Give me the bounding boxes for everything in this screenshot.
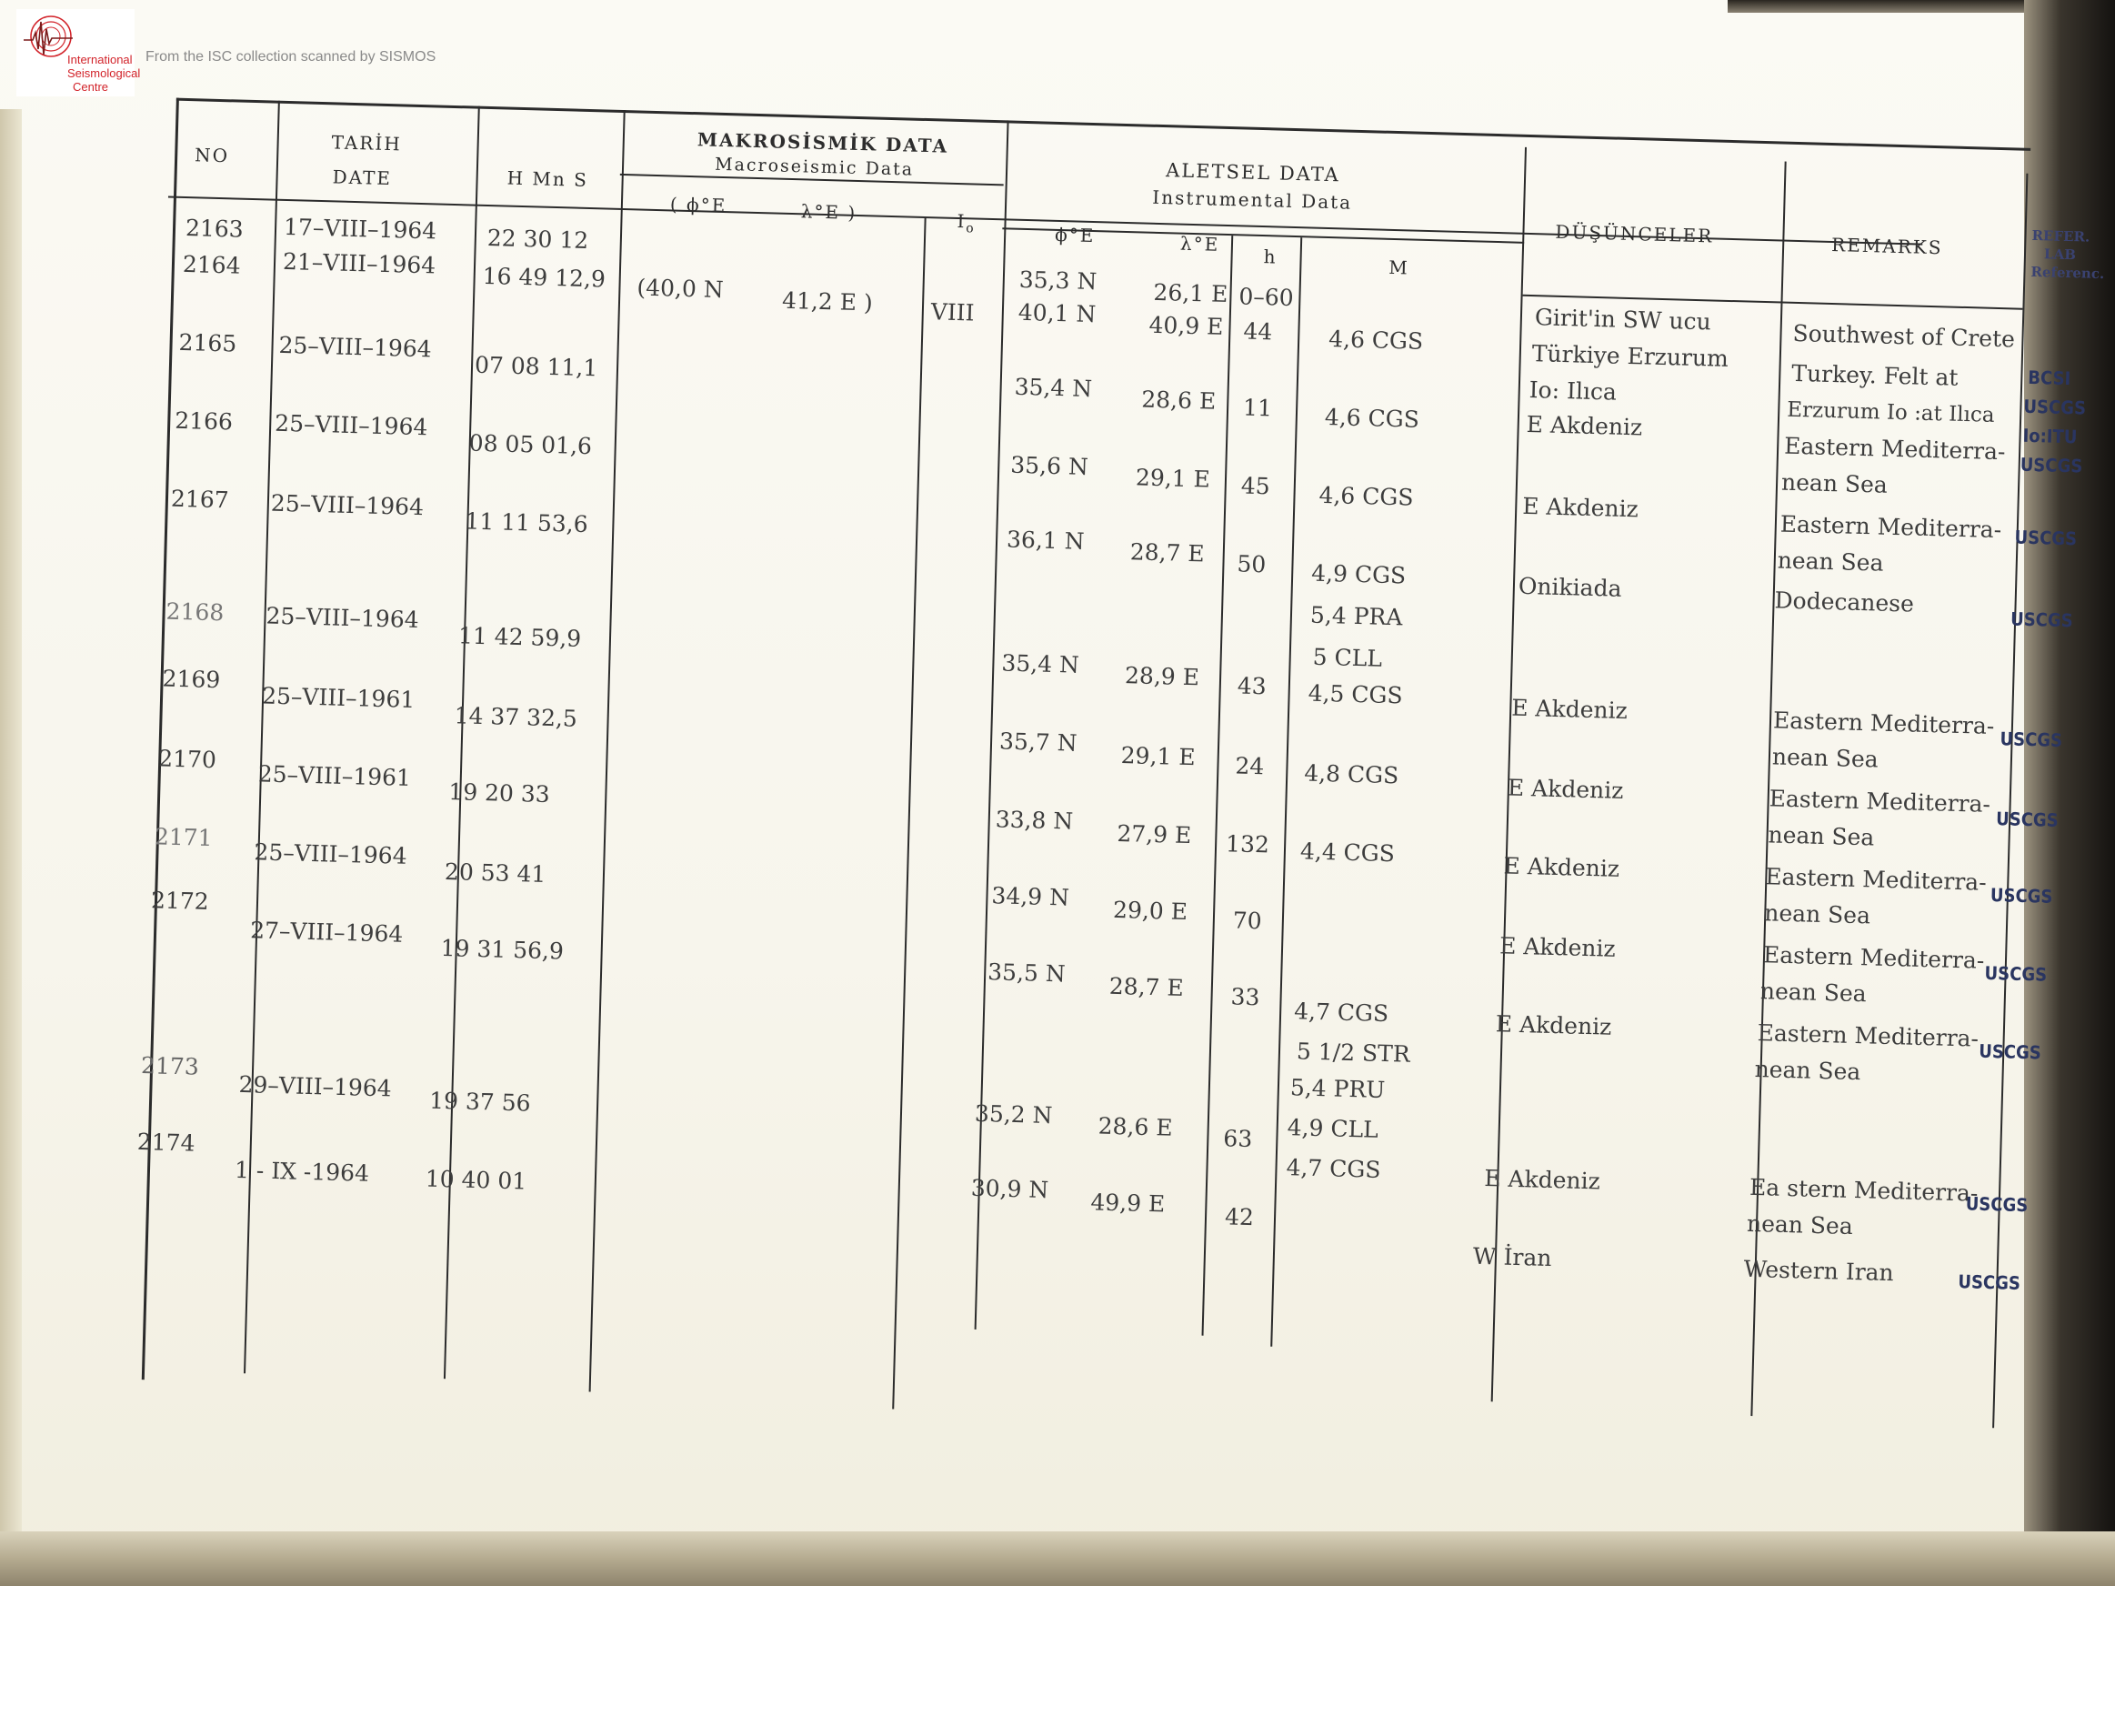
ref-9: USCGS [1990,883,2053,908]
isc-logo [16,9,141,96]
header-remarks: REMARKS [1830,233,1943,259]
ref-12: USCGS [1965,1192,2029,1217]
remark-12: nean Sea [1768,821,1875,851]
macro-lambda: 41,2 E ) [781,286,874,316]
row-time-2172: 19 31 56,9 [440,934,565,965]
row-no-2169: 2169 [162,665,221,694]
instr-phi-7: 35,7 N [998,728,1078,757]
remark-2: Turkey. Felt at [1790,359,1959,391]
header-ref [2030,226,2105,283]
dusunceler-6: Onikiada [1518,572,1622,602]
remark-13: Eastern Mediterra- [1765,863,1988,896]
macro-phi: (40,0 N [637,274,725,304]
dusunceler-12: E Akdeniz [1483,1165,1601,1195]
header-time: H Mn S [506,166,589,191]
remark-18: nean Sea [1754,1056,1861,1086]
row-no-2164: 2164 [182,250,241,279]
instr-phi-3: 35,4 N [1014,373,1093,403]
ref-11: USCGS [1978,1039,2042,1064]
instr-lambda-10: 28,7 E [1108,972,1185,1001]
header-io-main: I [957,209,967,233]
header-date: DATE [332,166,393,190]
instr-h-1: 0–60 [1238,283,1295,311]
header-h: h [1263,246,1278,268]
row-no-2166: 2166 [174,406,234,436]
instr-h-8: 132 [1225,830,1270,858]
remark-7: nean Sea [1777,547,1884,577]
dusunceler-9: E Akdeniz [1503,852,1620,882]
header-m: M [1388,256,1410,279]
dusunceler-11: E Akdeniz [1495,1010,1612,1040]
row-no-2165: 2165 [178,328,237,357]
row-date-2174: 1 - IX -1964 [234,1156,370,1187]
row-no-2174: 2174 [136,1128,195,1157]
instr-phi-9: 34,9 N [991,882,1070,911]
instr-phi-4: 35,6 N [1009,451,1089,480]
instr-m-5b: 5,4 PRA [1309,601,1403,631]
row-date-2172: 27–VIII–1964 [249,917,404,948]
instr-m-7: 4,8 CGS [1303,759,1399,789]
instr-m-10c: 5,4 PRU [1289,1074,1386,1104]
dusunceler-2: Türkiye Erzurum [1531,340,1729,372]
macro-io: VIII [930,298,975,326]
row-time-2168: 11 42 59,9 [457,622,582,652]
row-date-2169: 25–VIII–1961 [261,682,416,714]
seismic-table [0,93,2105,1735]
instr-h-2: 44 [1243,317,1273,346]
instr-lambda-12: 49,9 E [1090,1189,1166,1218]
row-date-2170: 25–VIII–1961 [257,760,412,791]
instr-m-10a: 4,7 CGS [1293,998,1389,1028]
header-aletsel-title: ALETSEL DATA [1165,159,1341,186]
ref-5: USCGS [2014,526,2078,550]
row-time-2171: 20 53 41 [444,858,546,888]
remark-6: Eastern Mediterra- [1779,510,2002,544]
remark-17: Eastern Mediterra- [1757,1019,1980,1052]
header-makro-phi: ( ϕ°E [669,193,727,217]
header-dusunceler: DÜŞÜNCELER [1555,220,1714,247]
row-time-2165: 07 08 11,1 [474,351,598,382]
header-ref-2: LAB [2043,246,2077,264]
remark-4: Eastern Mediterra- [1783,432,2006,466]
instr-h-6: 43 [1237,672,1268,700]
instr-h-10: 33 [1230,983,1260,1011]
instr-h-4: 45 [1240,472,1271,500]
ref-3: Io:ITU [2022,424,2078,448]
row-date-2165: 25–VIII–1964 [278,331,433,363]
instr-m-10b: 5 1/2 STR [1296,1038,1411,1068]
col-divider-time [589,110,626,1392]
instr-lambda-7: 29,1 E [1120,742,1196,771]
ref-7: USCGS [2000,728,2063,752]
instr-m-2: 4,6 CGS [1328,326,1424,355]
row-time-2166: 08 05 01,6 [468,429,593,460]
ref-13: USCGS [1958,1270,2021,1295]
col-divider-remarks [1992,174,2028,1429]
row-no-2163: 2163 [185,215,245,243]
instr-phi-10: 35,5 N [987,958,1067,988]
header-makro-title: MAKROSİSMİK DATA [697,128,949,157]
header-ref-1: REFER. [2031,226,2090,246]
instr-h-3: 11 [1242,394,1273,422]
remark-1: Southwest of Crete [1792,319,2016,353]
ref-4: USCGS [2020,453,2083,477]
instr-phi-2: 40,1 N [1017,298,1097,328]
row-time-2169: 14 37 32,5 [454,702,578,732]
instr-phi-8: 33,8 N [995,806,1074,835]
remark-14: nean Sea [1763,899,1871,929]
collection-note: From the ISC collection scanned by SISMOS [145,49,436,65]
ref-2: USCGS [2023,395,2087,419]
logo-text [67,53,140,94]
remark-20: nean Sea [1746,1209,1854,1240]
instr-m-8: 4,4 CGS [1299,838,1396,868]
instr-lambda-9: 29,0 E [1112,896,1188,926]
logo-line-2: Seismological [67,66,141,80]
header-tarih: TARİH [331,131,403,156]
dusunceler-4: E Akdeniz [1526,410,1643,441]
instr-phi-5: 36,1 N [1006,526,1085,555]
col-divider-left [142,98,179,1380]
instr-lambda-11: 28,6 E [1098,1112,1173,1141]
row-date-2167: 25–VIII–1964 [270,489,425,521]
instr-h-9: 70 [1232,907,1263,935]
instr-h-7: 24 [1235,752,1265,780]
dusunceler-1: Girit'in SW ucu [1534,304,1712,336]
remark-10: nean Sea [1771,743,1879,773]
header-io-sub: o [966,221,976,236]
logo-line-3: Centre [73,80,109,94]
instr-m-10e: 4,7 CGS [1286,1154,1381,1183]
row-time-2170: 19 20 33 [448,778,551,808]
row-no-2173: 2173 [140,1052,200,1080]
instr-lambda-3: 28,6 E [1140,386,1217,415]
instr-lambda-4: 29,1 E [1135,464,1211,493]
row-time-2167: 11 11 53,6 [465,507,588,538]
dusunceler-5: E Akdeniz [1521,492,1639,523]
col-divider-makro-lambda [892,218,926,1410]
ref-10: USCGS [1984,961,2048,986]
instr-m-5c: 5 CLL [1312,643,1383,672]
row-no-2170: 2170 [157,745,217,774]
row-time-2164: 16 49 12,9 [482,262,606,293]
remark-16: nean Sea [1759,978,1868,1008]
row-date-2173: 29–VIII–1964 [238,1070,393,1102]
instr-h-12: 42 [1224,1203,1255,1231]
instr-phi-1: 35,3 N [1018,266,1098,296]
instr-m-10d: 4,9 CLL [1287,1114,1379,1143]
instr-lambda-5: 28,7 E [1129,538,1206,567]
instr-m-3: 4,6 CGS [1324,403,1420,433]
instr-h-11: 63 [1223,1125,1253,1153]
instr-lambda-2: 40,9 E [1148,311,1224,340]
header-no: NO [194,144,230,167]
instr-lambda-1: 26,1 E [1153,278,1228,308]
row-date-2168: 25–VIII–1964 [266,602,420,634]
instr-m-6: 4,5 CGS [1308,679,1403,709]
header-makro-subtitle: Macroseismic Data [714,154,915,180]
instr-phi-11: 35,2 N [974,1099,1053,1129]
header-lambda: λ°E [1179,232,1220,256]
ref-1: BCSI [2028,366,2071,390]
row-no-2168: 2168 [165,597,225,627]
instr-lambda-6: 28,9 E [1124,662,1200,691]
dusunceler-7: E Akdeniz [1510,694,1629,725]
dusunceler-10: E Akdeniz [1499,932,1617,962]
row-date-2171: 25–VIII–1964 [254,838,407,869]
ref-8: USCGS [1995,808,2060,831]
instr-h-5: 50 [1237,550,1267,578]
row-no-2171: 2171 [154,823,213,852]
row-time-2173: 19 37 56 [428,1087,531,1117]
row-time-2174: 10 40 01 [425,1165,527,1195]
remark-9: Eastern Mediterra- [1772,707,1995,740]
instr-m-4: 4,6 CGS [1318,481,1414,511]
dusunceler-13: W İran [1472,1242,1552,1272]
instr-lambda-8: 27,9 E [1117,819,1192,849]
row-date-2166: 25–VIII–1964 [274,409,428,441]
remark-3: Erzurum Io :at Ilıca [1786,397,1995,427]
remark-15: Eastern Mediterra- [1762,941,1985,974]
row-no-2167: 2167 [170,485,229,514]
dusunceler-8: E Akdeniz [1507,774,1624,805]
ref-6: USCGS [2010,607,2073,632]
header-aletsel-subtitle: Instrumental Data [1152,186,1353,214]
row-date-2163: 17–VIII–1964 [283,213,437,245]
logo-line-1: International [67,53,133,66]
remark-21: Western Iran [1743,1255,1895,1287]
row-time-2163: 22 30 12 [486,224,589,254]
remark-5: nean Sea [1780,468,1889,498]
instr-phi-6: 35,4 N [1001,649,1080,678]
col-divider-io [975,120,1009,1330]
header-makro-lambda: λ°E ) [800,200,857,224]
remark-11: Eastern Mediterra- [1769,785,1991,818]
remark-8: Dodecanese [1774,587,1915,617]
instr-m-5a: 4,9 CGS [1310,559,1407,589]
remark-19: Ea stern Mediterra- [1749,1173,1979,1207]
row-no-2172: 2172 [150,887,210,915]
header-ref-3: Referenc. [2030,263,2105,283]
instr-phi-12: 30,9 N [970,1174,1049,1204]
dusunceler-3: Io: Ilıca [1529,376,1618,406]
header-io [957,210,976,236]
row-date-2164: 21–VIII–1964 [282,247,436,279]
header-phi: ϕ°E [1054,223,1096,247]
